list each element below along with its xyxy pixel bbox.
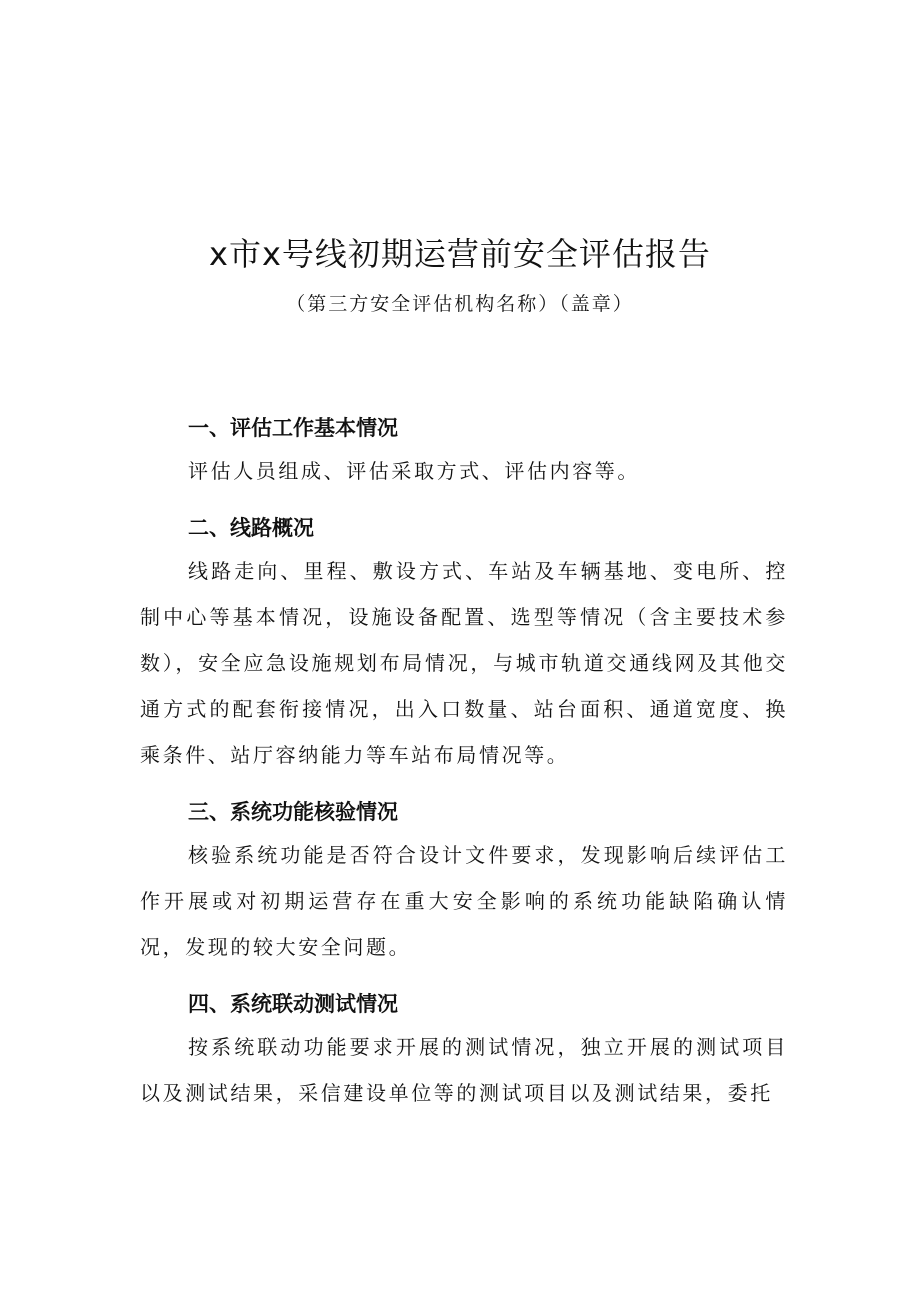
section-heading: 四、系统联动测试情况 [188, 992, 398, 1016]
section-paragraph: 核验系统功能是否符合设计文件要求，发现影响后续评估工作开展或对初期运营存在重大安全影响的系统功能缺陷确认情况，发现的较大安全问题。 [140, 843, 788, 959]
section-heading: 一、评估工作基本情况 [188, 416, 398, 440]
section-paragraph: 评估人员组成、评估采取方式、评估内容等。 [188, 459, 640, 483]
section-paragraph: 线路走向、里程、敷设方式、车站及车辆基地、变电所、控制中心等基本情况，设施设备配置、选型等情况（含主要技术参数），安全应急设施规划布局情况，与城市轨道交通线网及其他交通方式的配套衔接情况，出入口数量、站台面积、通道宽度、换乘条件、站厅容纳能力等车站布局情况等。 [140, 559, 788, 767]
section-linkage-test [140, 984, 788, 1116]
report-subtitle: （第三方安全评估机构名称）（盖章） [286, 293, 634, 315]
report-body [140, 408, 788, 1116]
section-paragraph: 按系统联动功能要求开展的测试情况，独立开展的测试项目以及测试结果，采信建设单位等的测试项目以及测试结果，委托 [140, 1035, 788, 1105]
section-basic-info [140, 408, 788, 494]
section-line-overview [140, 508, 788, 778]
section-heading: 二、线路概况 [188, 516, 314, 540]
section-heading: 三、系统功能核验情况 [188, 800, 398, 824]
report-title: x市x号线初期运营前安全评估报告 [209, 235, 711, 273]
section-function-verification [140, 792, 788, 970]
